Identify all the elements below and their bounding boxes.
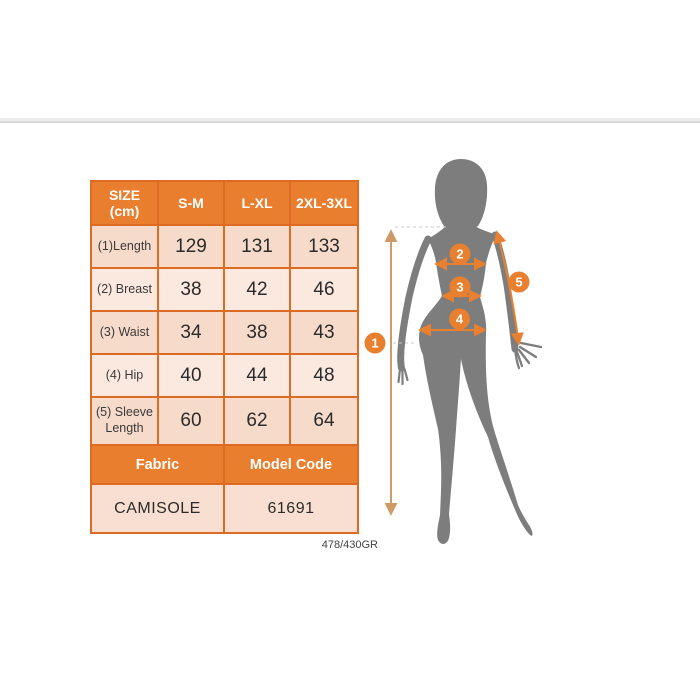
cell-value: 133 [290, 225, 358, 268]
cell-value: 44 [224, 354, 290, 397]
cell-value: 38 [158, 268, 224, 311]
badge-5 [509, 272, 530, 293]
cell-value: 34 [158, 311, 224, 354]
table-row-hip [91, 354, 358, 397]
silhouette-right-hand [515, 343, 541, 368]
table-row-waist [91, 311, 358, 354]
cell-value: 62 [224, 397, 290, 445]
row-label: (5) Sleeve Length [91, 397, 158, 445]
cell-value: 64 [290, 397, 358, 445]
badge-3 [450, 277, 471, 298]
size-chart-header-row [91, 181, 358, 225]
svg-text:2: 2 [456, 246, 464, 262]
measurement-figure [356, 135, 566, 560]
silhouette-head [435, 159, 487, 229]
cell-value: 42 [224, 268, 290, 311]
cell-value: 43 [290, 311, 358, 354]
cell-value: 40 [158, 354, 224, 397]
svg-text:1: 1 [371, 335, 379, 351]
silhouette-left-hand [399, 369, 408, 384]
weight-reference-note: 478/430GR [321, 539, 378, 551]
svg-text:5: 5 [515, 274, 523, 290]
row-label: (2) Breast [91, 268, 158, 311]
model-code-header: Model Code [224, 445, 358, 484]
table-row-length [91, 225, 358, 268]
cell-value: 131 [224, 225, 290, 268]
cell-value: 60 [158, 397, 224, 445]
svg-text:3: 3 [456, 279, 464, 295]
fabric-header: Fabric [91, 445, 224, 484]
size-chart-table [90, 180, 359, 534]
cell-value: 48 [290, 354, 358, 397]
svg-text:4: 4 [455, 311, 464, 327]
silhouette-body [419, 220, 533, 544]
column-header-sm: S-M [158, 181, 224, 225]
table-row-sleeve-length [91, 397, 358, 445]
table-row-breast [91, 268, 358, 311]
row-label: (1)Length [91, 225, 158, 268]
fabric-model-value-row [91, 484, 358, 533]
page-divider-line [0, 118, 700, 123]
row-label: (4) Hip [91, 354, 158, 397]
silhouette-right-arm [495, 235, 515, 349]
column-header-2xl3xl: 2XL-3XL [290, 181, 358, 225]
female-silhouette [399, 159, 542, 544]
fabric-model-header-row [91, 445, 358, 484]
size-label: SIZE [108, 186, 141, 203]
badge-4 [449, 309, 470, 330]
cell-value: 129 [158, 225, 224, 268]
size-unit-header-cell [91, 181, 158, 225]
size-unit-label: (cm) [109, 203, 140, 219]
model-code-value: 61691 [224, 484, 358, 533]
badge-2 [450, 244, 471, 265]
row-label: (3) Waist [91, 311, 158, 354]
cell-value: 46 [290, 268, 358, 311]
badge-1 [365, 333, 386, 354]
cell-value: 38 [224, 311, 290, 354]
fabric-value: CAMISOLE [91, 484, 224, 533]
size-chart [90, 180, 359, 534]
column-header-lxl: L-XL [224, 181, 290, 225]
